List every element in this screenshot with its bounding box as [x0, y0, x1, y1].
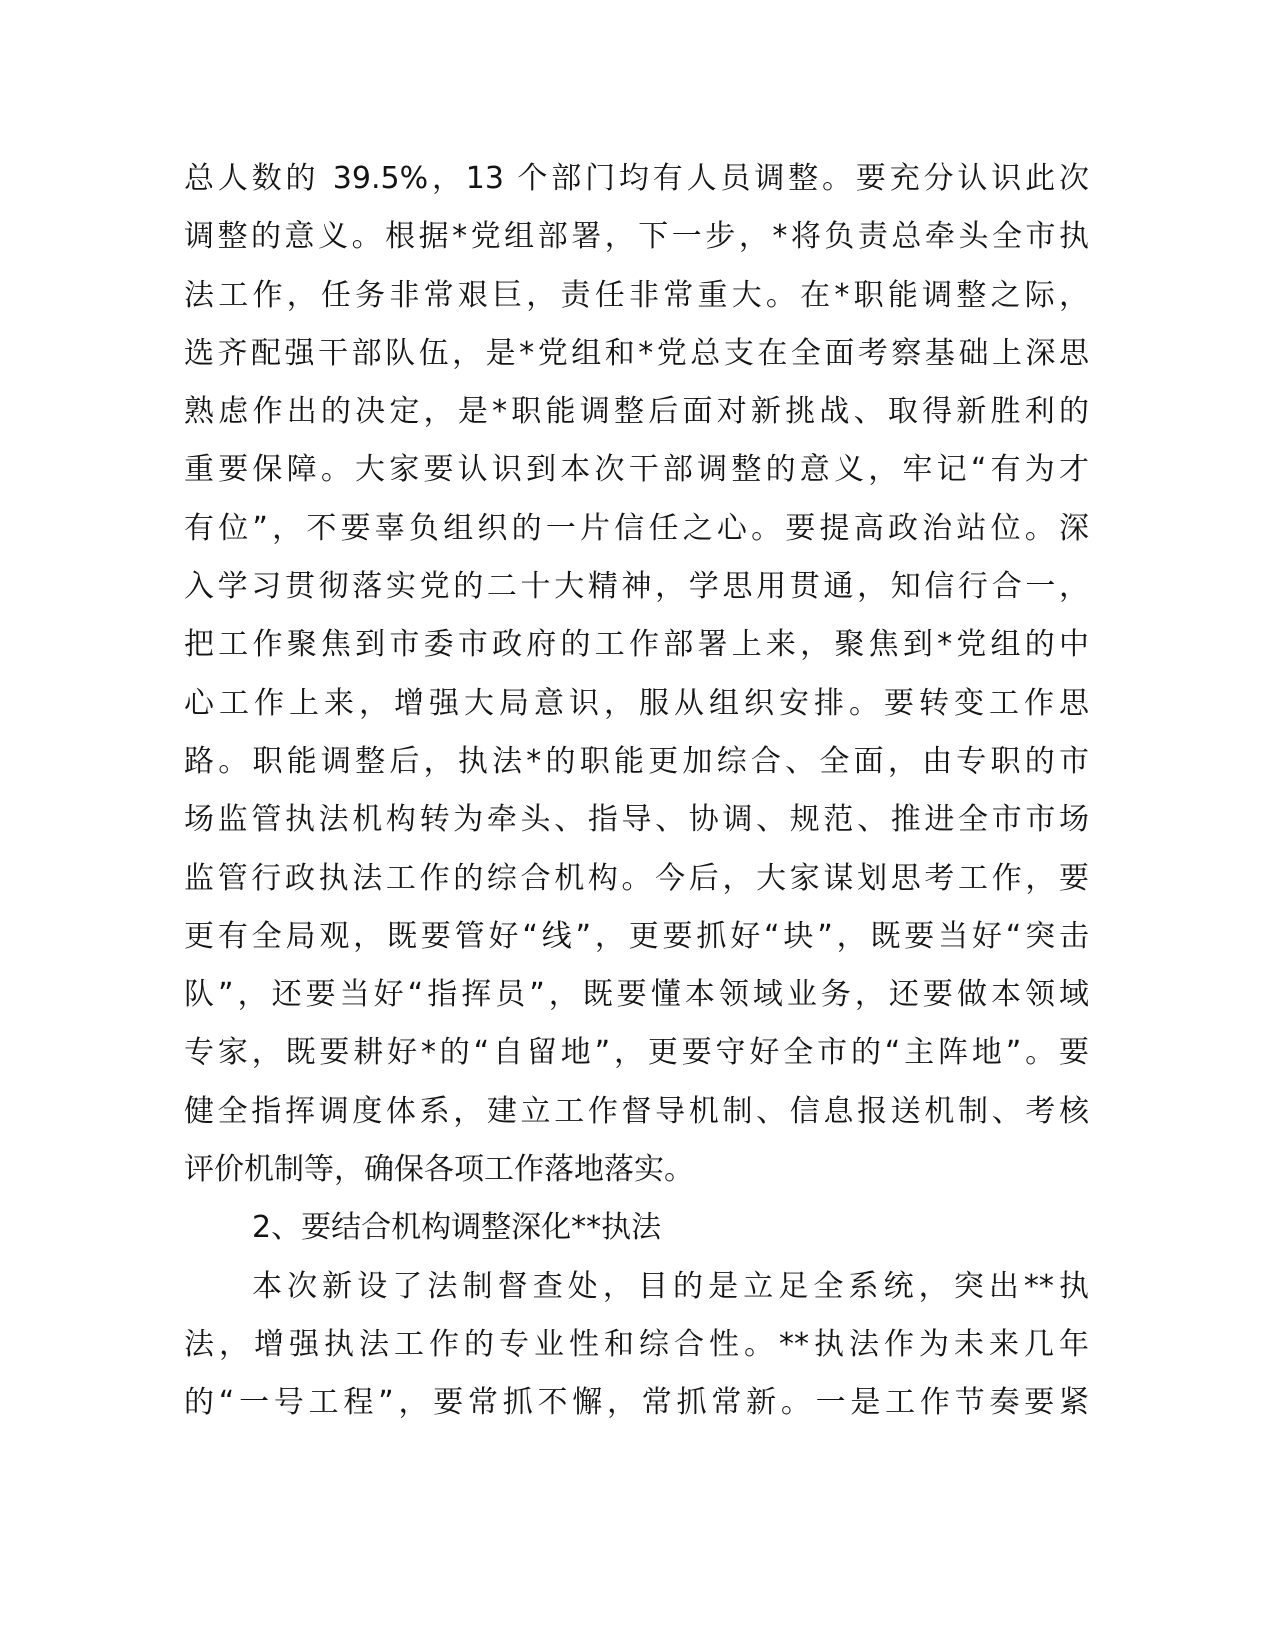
- text-line: 总人数的 39.5%，13 个部门均有人员调整。要充分认识此次: [184, 161, 1089, 196]
- text-line: 的“一号工程”，要常抓不懈，常抓常新。一是工作节奏要紧: [184, 1385, 1089, 1421]
- text-line: 有位”，不要辜负组织的一片信任之心。要提高政治站位。深: [184, 510, 1089, 546]
- text-line: 更有全局观，既要管好“线”，更要抓好“块”，既要当好“突击: [184, 918, 1089, 954]
- paragraph-1: [184, 150, 1089, 1199]
- text-line: 评价机制等，确保各项工作落地落实。: [184, 1152, 694, 1188]
- text-line: 重要保障。大家要认识到本次干部调整的意义，牢记“有为才: [184, 452, 1089, 488]
- text-line: 熟虑作出的决定，是*职能调整后面对新挑战、取得新胜利的: [184, 394, 1089, 430]
- text-line: 入学习贯彻落实党的二十大精神，学思用贯通，知信行合一，: [184, 569, 1089, 605]
- text-line: 把工作聚焦到市委市政府的工作部署上来，聚焦到*党组的中: [184, 627, 1089, 663]
- text-line: 选齐配强干部队伍，是*党组和*党总支在全面考察基础上深思: [184, 335, 1089, 371]
- text-line: 调整的意义。根据*党组部署，下一步，*将负责总牵头全市执: [184, 219, 1089, 255]
- document-body: [184, 150, 1089, 1433]
- text-line: 场监管执法机构转为牵头、指导、协调、规范、推进全市市场: [184, 802, 1089, 838]
- paragraph-2: [184, 1258, 1089, 1433]
- text-line: 本次新设了法制督查处，目的是立足全系统，突出**执: [252, 1268, 1089, 1304]
- text-line: 健全指挥调度体系，建立工作督导机制、信息报送机制、考核: [184, 1093, 1089, 1129]
- text-line: 队”，还要当好“指挥员”，既要懂本领域业务，还要做本领域: [184, 977, 1089, 1013]
- section-heading: 2、要结合机构调整深化**执法: [252, 1210, 662, 1246]
- text-line: 监管行政执法工作的综合机构。今后，大家谋划思考工作，要: [184, 860, 1089, 896]
- text-line: 法，增强执法工作的专业性和综合性。**执法作为未来几年: [184, 1326, 1089, 1362]
- text-line: 路。职能调整后，执法*的职能更加综合、全面，由专职的市: [184, 743, 1089, 779]
- text-line: 专家，既要耕好*的“自留地”，更要守好全市的“主阵地”。要: [184, 1035, 1089, 1071]
- text-line: 法工作，任务非常艰巨，责任非常重大。在*职能调整之际，: [184, 277, 1089, 313]
- text-line: 心工作上来，增强大局意识，服从组织安排。要转变工作思: [184, 685, 1089, 721]
